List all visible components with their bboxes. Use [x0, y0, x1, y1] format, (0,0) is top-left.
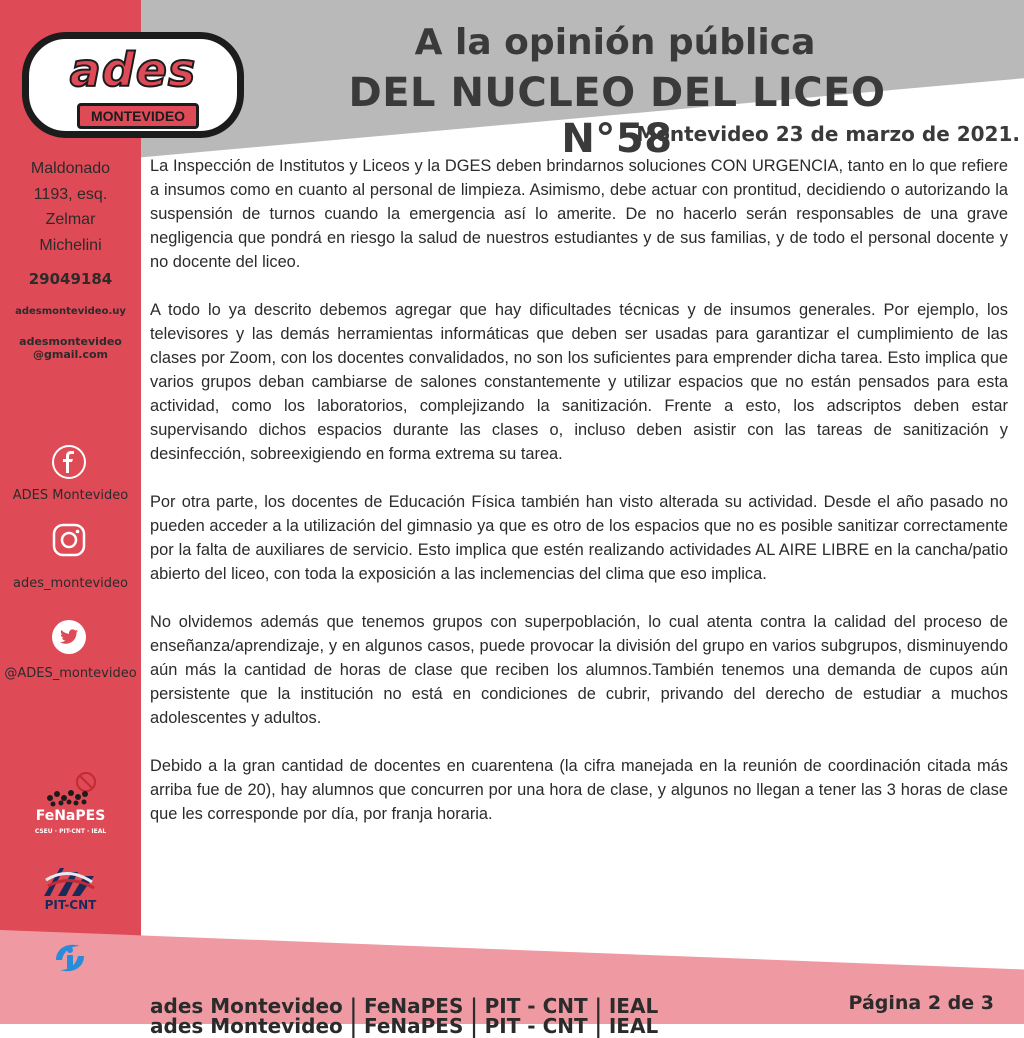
pitcnt-name: PIT-CNT: [44, 898, 97, 912]
email-line: adesmontevideo: [19, 335, 122, 348]
document-body: [150, 154, 1008, 850]
address: [0, 156, 141, 258]
address-line: Maldonado: [30, 160, 111, 177]
paragraph: A todo lo ya descrito debemos agregar que hay dificultades técnicas y de insumos generales. Por ejemplo, los televisores y las demás herramientas informáticas que deben ser usadas para garantizar el cumplimiento de las clases por Zoom, con los docentes convalidados, no son los suficientes para emprender dicha tarea. Esto implica que varios grupos deban cambiarse de salones constantemente y utilizar espacios que no están pensados para esta actividad, como los laboratorios, complejizando la sanitización. Frente a esto, los adscriptos deben estar supervisando dichos espacios durante las clases o, incluso deben asistir con las tareas de sanitización y desinfección, sobreexigiendo en forma extrema su tarea.: [150, 301, 1008, 463]
email-line: @gmail.com: [32, 348, 109, 361]
page-subtitle: DEL NUCLEO DEL LICEO N°58: [348, 70, 886, 162]
document-date: Montevideo 23 de marzo de 2021.: [636, 122, 1020, 146]
footer-organizations-repeat: ades Montevideo | FeNaPES | PIT - CNT | IEAL: [150, 1014, 659, 1038]
paragraph: Por otra parte, los docentes de Educación Física también han visto alterada su actividad. Desde el año pasado no pueden acceder a la utilización del gimnasio ya que es otro de los espacios que no es posible sanitizar correctamente por la falta de auxiliares de servicio. Esto implica que estén realizando actividades AL AIRE LIBRE en la cancha/patio abierto del liceo, con toda la exposición a las inclemencias del clima que eso implica.: [150, 493, 1008, 583]
address-line: Michelini: [39, 236, 102, 254]
paragraph: Debido a la gran cantidad de docentes en cuarentena (la cifra manejada en la reunión de coordinación citada más arriba fue de 20), hay alumnos que concurren por una hora de clase, y algunos no llegan a tener las 3 horas de clase que les corresponde por día, por franja horaria.: [150, 757, 1008, 823]
pitcnt-logo-icon: [40, 862, 98, 898]
instagram-icon[interactable]: [51, 522, 87, 558]
paragraph: La Inspección de Institutos y Liceos y la DGES deben brindarnos soluciones CON URGENCIA, tanto en lo que refiere a insumos como en cuanto al personal de limpieza. Asimismo, debe actuar con prontitud, decidiendo o autorizando la suspensión de turnos cuando la emergencia así lo amerite. De no hacerlo serán responsables de una grave negligencia que pondrá en riesgo la salud de nuestros estudiantes y de sus familias, y de todo el personal docente y no docente del liceo.: [150, 157, 1008, 271]
facebook-label[interactable]: ADES Montevideo: [12, 488, 129, 503]
page-title: A la opinión pública: [414, 22, 816, 63]
logo-name: ades: [69, 43, 197, 97]
ieal-logo-icon: [50, 938, 90, 978]
twitter-icon[interactable]: [51, 619, 87, 655]
twitter-label[interactable]: @ADES_montevideo: [4, 666, 137, 681]
website-link[interactable]: adesmontevideo.uy: [15, 306, 126, 317]
email-link[interactable]: [0, 335, 141, 361]
address-line: Zelmar: [45, 211, 96, 228]
logo-subtitle: MONTEVIDEO: [77, 103, 199, 129]
phone-number: 29049184: [28, 270, 113, 288]
fenapes-subtitle: CSEU · PIT-CNT · IEAL: [34, 828, 107, 835]
instagram-label[interactable]: ades_montevideo: [13, 576, 128, 591]
facebook-icon[interactable]: [51, 444, 87, 480]
footer-organizations: ades Montevideo | FeNaPES | PIT - CNT | IEAL: [150, 994, 659, 1018]
fenapes-name: FeNaPES: [35, 808, 106, 824]
fenapes-logo-icon: [40, 772, 102, 812]
ades-logo: [22, 32, 244, 138]
address-line: 1193, esq.: [33, 185, 108, 203]
paragraph: No olvidemos además que tenemos grupos con superpoblación, lo cual atenta contra la calidad del proceso de enseñanza/aprendizaje, y en algunos casos, puede provocar la división del grupo en varios subgrupos, disminuyendo aún más la cantidad de horas de clase que reciben los alumnos.También tenemos una demanda de cupos aún persistente que la institución no está en condiciones de cubrir, privando del derecho de estudiar a muchos adolescentes y adultos.: [150, 613, 1008, 727]
page-number: Página 2 de 3: [848, 992, 994, 1014]
